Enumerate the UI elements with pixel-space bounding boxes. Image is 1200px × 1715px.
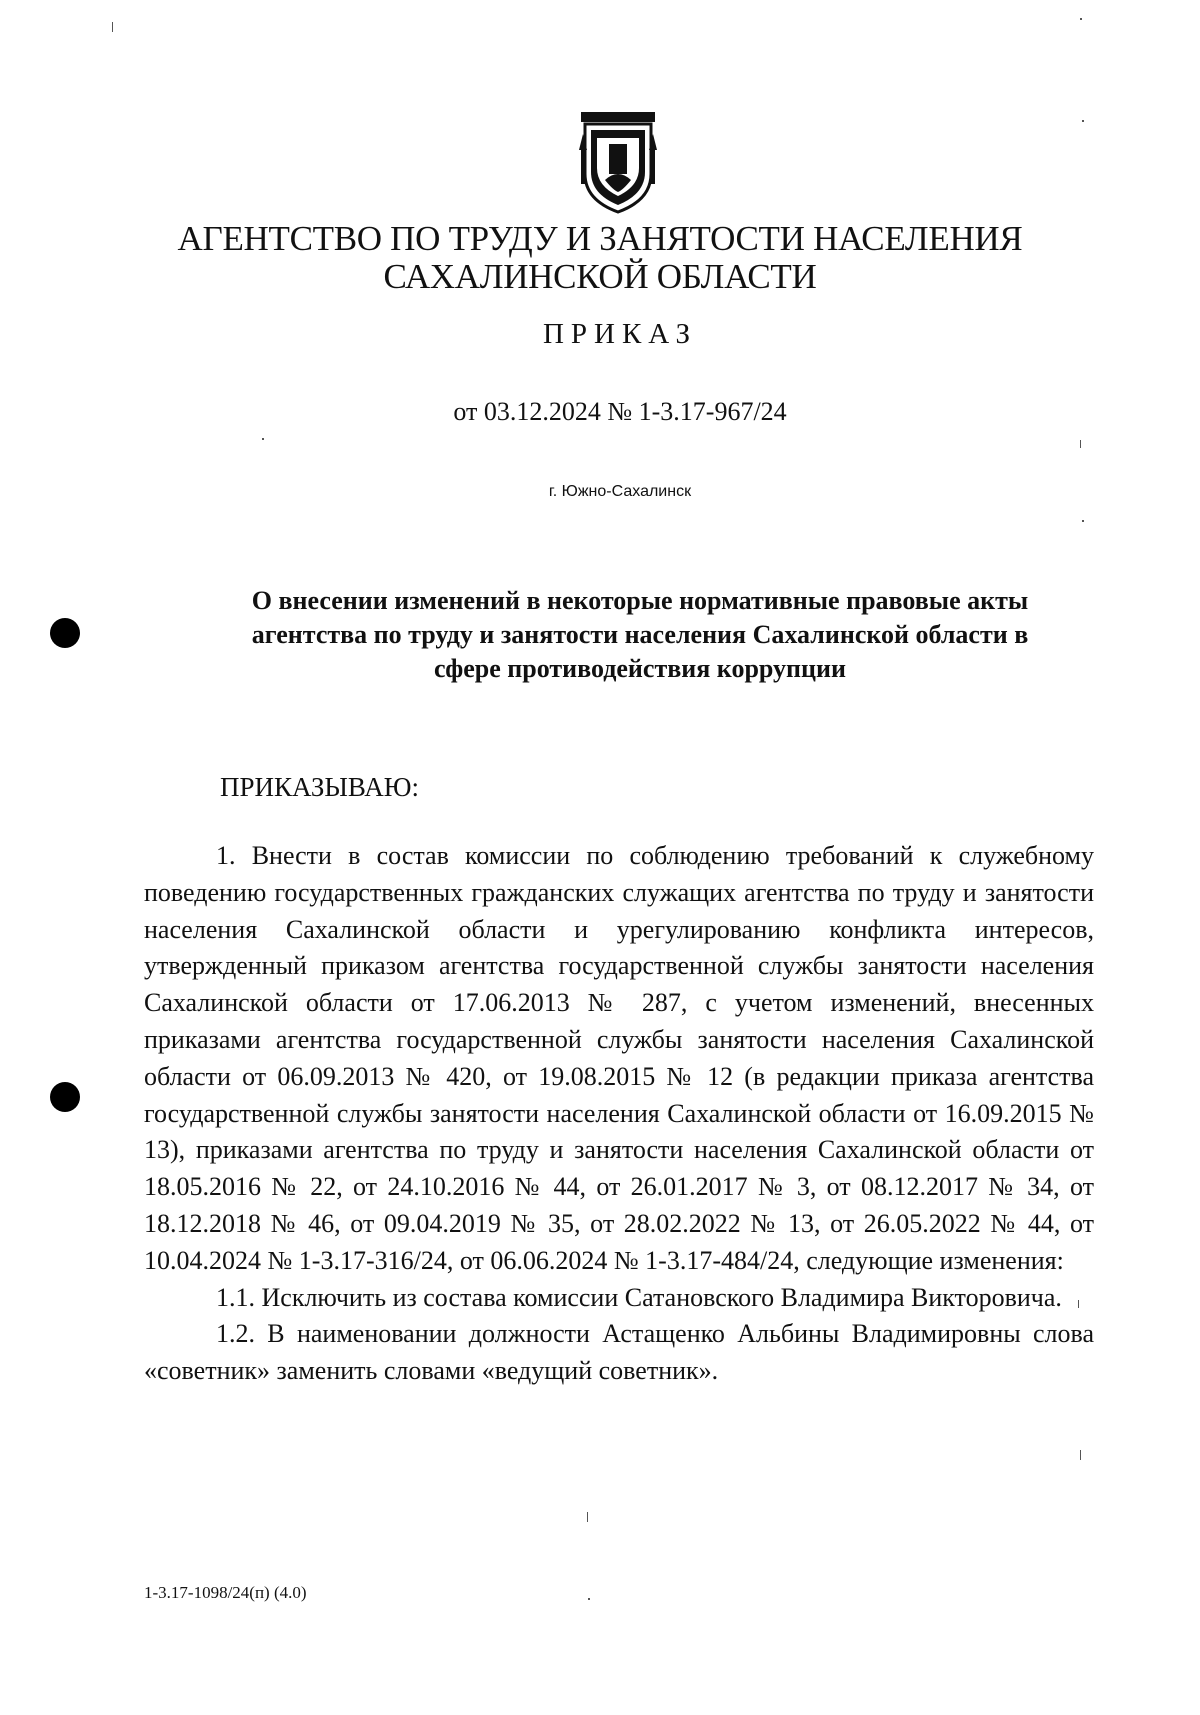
paragraph-1-1: 1.1. Исключить из состава комиссии Сатановского Владимира Викторовича. [216, 1282, 1062, 1312]
document-title [190, 584, 1090, 686]
title-line-2: агентства по труду и занятости населения Сахалинской области в [251, 620, 1029, 649]
city-label: г. Южно-Сахалинск [548, 483, 692, 500]
order-number: от 03.12.2024 № 1-3.17-967/24 [453, 397, 787, 426]
order-verb: ПРИКАЗЫВАЮ: [220, 772, 419, 802]
paragraph-1: 1. Внести в состав комиссии по соблюдению требований к служебному поведению государственных гражданских служащих агентства по труду и занятости населения Сахалинской области и урегулированию конфликта интересов, утвержденный приказом агентства государственной службы занятости населения Сахалинской области от 17.06.2013 № 287, с учетом изменений, внесенных приказами агентства государственной службы занятости населения Сахалинской области от 06.09.2013 № 420, от 19.08.2015 № 12 (в редакции приказа агентства государственной службы занятости населения Сахалинской области от 16.09.2015 № 13), приказами агентства по труду и занятости населения Сахалинской области от 18.05.2016 № 22, от 24.10.2016 № 44, от 26.01.2017 № 3, от 08.12.2017 № 34, от 18.12.2018 № 46, от 09.04.2019 № 35, от 28.02.2022 № 13, от 26.05.2022 № 44, от 10.04.2024 № 1-3.17-316/24, от 06.06.2024 № 1-3.17-484/24, следующие изменения: [144, 841, 1094, 1275]
order-body [144, 838, 1094, 1390]
coat-of-arms-icon [575, 110, 661, 214]
title-line-1: О внесении изменений в некоторые нормативные правовые акты [251, 586, 1029, 615]
punch-hole-bottom [50, 1082, 80, 1112]
scan-speck [1082, 520, 1084, 522]
paragraph-1-2: 1.2. В наименовании должности Астащенко Альбины Владимировны слова «советник» заменить словами «ведущий советник». [144, 1319, 1094, 1386]
agency-name-line-2: САХАЛИНСКОЙ ОБЛАСТИ [383, 257, 817, 296]
scan-speck [262, 438, 264, 440]
order-heading: ПРИКАЗ [542, 318, 698, 350]
title-line-3: сфере противодействия коррупции [434, 654, 846, 683]
punch-hole-top [50, 618, 80, 648]
scan-speck [588, 1598, 590, 1600]
scan-speck [1080, 440, 1081, 448]
agency-name [0, 220, 1200, 296]
scan-speck [1080, 1450, 1081, 1460]
scan-speck [1078, 1300, 1079, 1308]
scan-speck [1080, 18, 1082, 20]
scan-speck [587, 1512, 588, 1522]
scan-speck [112, 22, 113, 32]
footer-document-code: 1-3.17-1098/24(п) (4.0) [144, 1583, 307, 1602]
scan-speck [1082, 120, 1084, 122]
agency-name-line-1: АГЕНТСТВО ПО ТРУДУ И ЗАНЯТОСТИ НАСЕЛЕНИЯ [177, 219, 1023, 258]
